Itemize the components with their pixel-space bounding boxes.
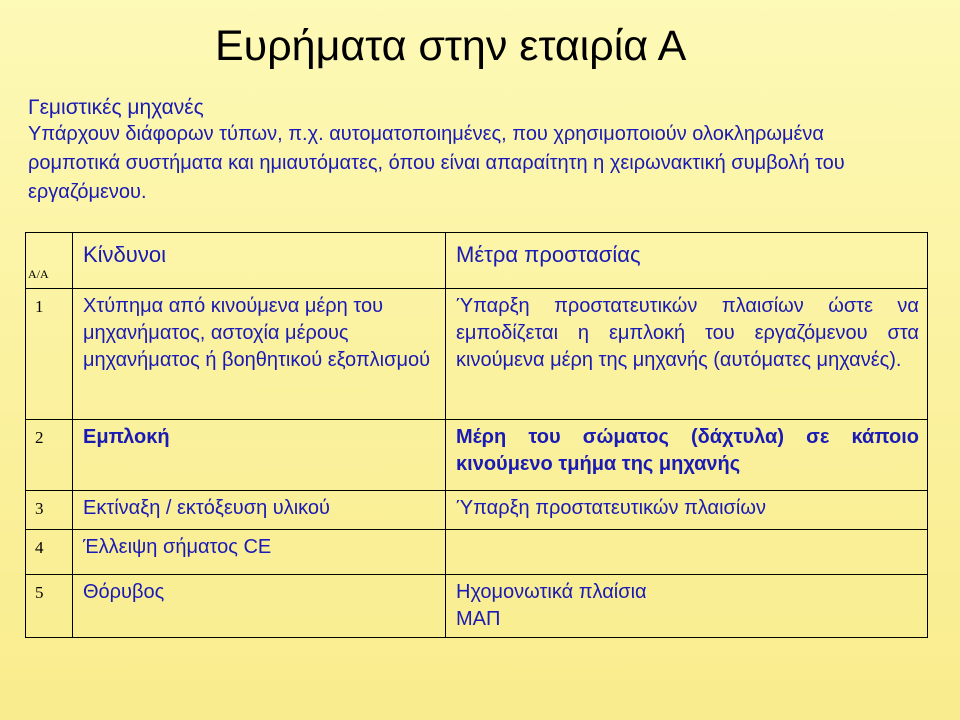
- row-number: 3: [26, 491, 73, 530]
- hazard-cell: Θόρυβος: [73, 575, 446, 638]
- hazard-cell: Εκτίναξη / εκτόξευση υλικού: [73, 491, 446, 530]
- hazard-cell: Έλλειψη σήματος CE: [73, 530, 446, 575]
- row-number: 4: [26, 530, 73, 575]
- table-row: [26, 420, 928, 491]
- hazards-table: [25, 232, 928, 638]
- table-row: [26, 530, 928, 575]
- header-hazards: Κίνδυνοι: [73, 233, 446, 289]
- measure-cell: [446, 575, 928, 638]
- measure-cell: Μέρη του σώματος (δάχτυλα) σε κάποιο κινούμενο τμήμα της μηχανής: [446, 420, 928, 491]
- section-subtitle: Γεμιστικές μηχανές: [28, 96, 204, 119]
- table-row: [26, 289, 928, 420]
- header-serial-number: Α/Α: [26, 233, 73, 289]
- measure-cell: Ύπαρξη προστατευτικών πλαισίων ώστε να εμποδίζεται η εμπλοκή του εργαζόμενου στα κινούμενα μέρη της μηχανής (αυτόματες μηχανές).: [446, 289, 928, 420]
- page-title: Ευρήματα στην εταιρία Α: [215, 22, 687, 70]
- row-number: 1: [26, 289, 73, 420]
- measure-cell: Ύπαρξη προστατευτικών πλαισίων: [446, 491, 928, 530]
- measure-cell: [446, 530, 928, 575]
- hazard-cell: Εμπλοκή: [73, 420, 446, 491]
- measure-line: Ηχομονωτικά πλαίσια: [456, 581, 647, 603]
- row-number: 5: [26, 575, 73, 638]
- row-number: 2: [26, 420, 73, 491]
- header-protection-measures: Μέτρα προστασίας: [446, 233, 928, 289]
- table-row: [26, 575, 928, 638]
- table-header-row: [26, 233, 928, 289]
- hazard-cell: Χτύπημα από κινούμενα μέρη του μηχανήματος, αστοχία μέρους μηχανήματος ή βοηθητικού εξοπλισμού: [73, 289, 446, 420]
- measure-line: ΜΑΠ: [456, 608, 501, 630]
- table-row: [26, 491, 928, 530]
- intro-paragraph: Υπάρχουν διάφορων τύπων, π.χ. αυτοματοποιημένες, που χρησιμοποιούν ολοκληρωμένα ρομποτικά συστήματα και ημιαυτόματες, όπου είναι απαραίτητη η χειρωνακτική συμβολή του εργαζόμενου.: [28, 123, 845, 203]
